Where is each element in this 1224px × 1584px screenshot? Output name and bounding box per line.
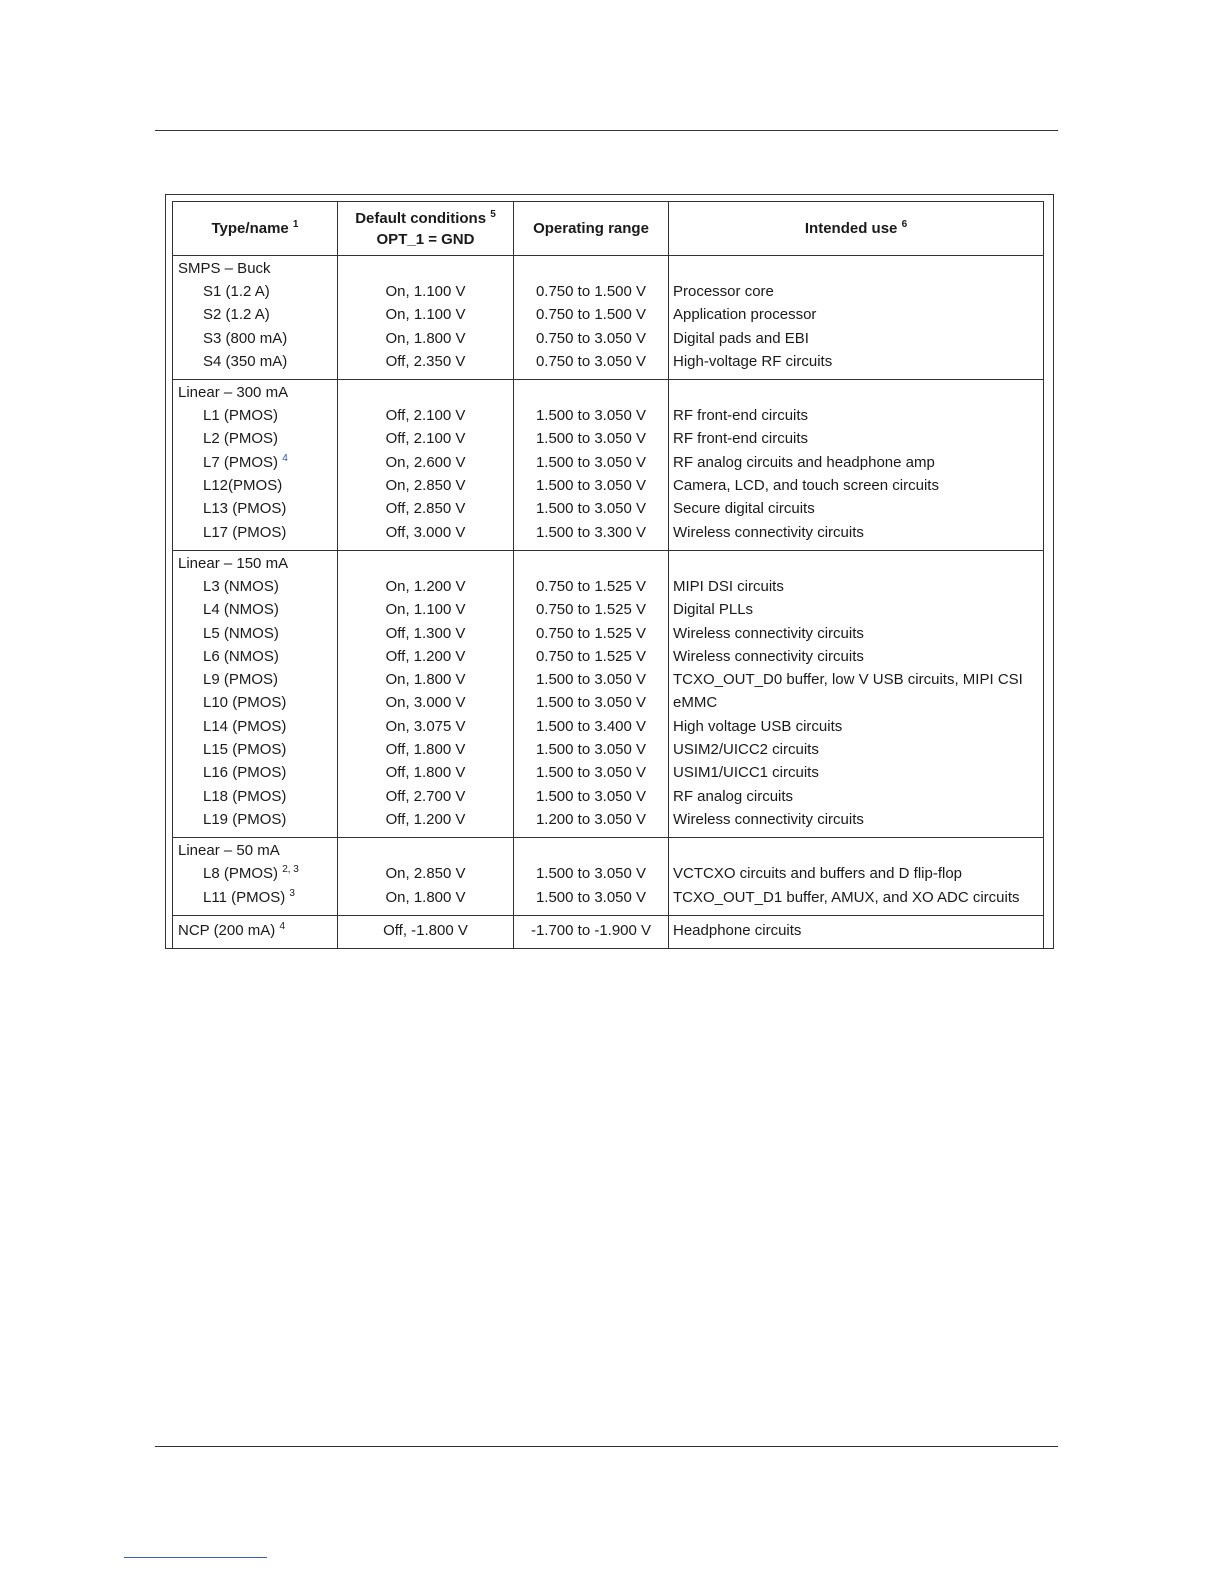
- intended-use: Secure digital circuits: [673, 500, 815, 518]
- operating-range: 0.750 to 1.500 V: [535, 283, 647, 300]
- default-condition: Off, 1.200 V: [385, 647, 466, 665]
- default-condition: Off, 2.700 V: [385, 787, 466, 805]
- regulator-name: L13 (PMOS): [203, 500, 287, 518]
- regulator-name: L11 (PMOS) $^3$: [203, 887, 295, 906]
- operating-range: 1.500 to 3.400 V: [535, 717, 647, 735]
- group-default-cell: [338, 838, 514, 916]
- regulator-name: S3 (800 mA): [203, 329, 288, 347]
- col-header-type-name: Type/name $^1$: [173, 202, 338, 256]
- group-use-cell: [669, 838, 1044, 916]
- regulator-name: L14 (PMOS): [203, 717, 287, 735]
- regulator-name: L19 (PMOS): [203, 810, 287, 828]
- intended-use: Wireless connectivity circuits: [673, 647, 864, 665]
- regulator-name: S1 (1.2 A): [203, 283, 270, 300]
- table-group-row: [173, 256, 1044, 380]
- operating-range: 1.500 to 3.050 V: [535, 865, 647, 883]
- operating-range: 1.500 to 3.050 V: [535, 453, 647, 471]
- default-condition: On, 1.800 V: [385, 671, 466, 689]
- intended-use: Headphone circuits: [673, 921, 802, 939]
- regulator-name: L3 (NMOS): [203, 577, 279, 595]
- group-title: Linear – 50 mA: [178, 842, 280, 860]
- intended-use: High voltage USB circuits: [673, 717, 843, 735]
- group-range-cell: [514, 838, 669, 916]
- default-condition: On, 2.850 V: [385, 477, 466, 495]
- operating-range: 0.750 to 3.050 V: [535, 352, 647, 370]
- operating-range: 1.500 to 3.050 V: [535, 407, 647, 425]
- default-condition: Off, 2.100 V: [385, 407, 466, 425]
- ncp-cell: [173, 915, 338, 948]
- operating-range: 0.750 to 1.525 V: [535, 577, 647, 595]
- footnote-ref: 3: [289, 887, 295, 899]
- operating-range: 1.500 to 3.050 V: [535, 500, 647, 518]
- operating-range: 0.750 to 1.525 V: [535, 624, 647, 642]
- table-group-row: [173, 838, 1044, 916]
- ncp-cell: [338, 915, 514, 948]
- col-header-default-conditions: Default conditions $^5$ OPT_1 = GND: [338, 202, 514, 256]
- intended-use: eMMC: [673, 694, 718, 712]
- regulator-name: L5 (NMOS): [203, 624, 279, 642]
- group-range-cell: [514, 256, 669, 380]
- intended-use: Wireless connectivity circuits: [673, 624, 864, 642]
- intended-use: Application processor: [673, 306, 817, 324]
- default-condition: Off, 2.100 V: [385, 430, 466, 448]
- regulator-name: L2 (PMOS): [203, 430, 279, 448]
- group-default-cell: [338, 550, 514, 837]
- regulator-name: S2 (1.2 A): [203, 306, 270, 324]
- footer-rule: [155, 1446, 1058, 1447]
- header-rule: [155, 130, 1058, 131]
- operating-range: 1.500 to 3.050 V: [535, 787, 647, 805]
- default-condition: On, 1.100 V: [385, 283, 466, 300]
- table-header-row: [173, 202, 1044, 256]
- intended-use: RF front-end circuits: [673, 407, 809, 425]
- default-condition: Off, 3.000 V: [385, 523, 466, 541]
- intended-use: USIM1/UICC1 circuits: [673, 764, 819, 782]
- operating-range: -1.700 to -1.900 V: [530, 921, 652, 939]
- operating-range: 0.750 to 1.525 V: [535, 601, 647, 619]
- regulator-name: L15 (PMOS): [203, 741, 287, 759]
- group-use-cell: [669, 256, 1044, 380]
- default-condition: On, 1.100 V: [385, 306, 466, 324]
- regulator-name: L6 (NMOS): [203, 647, 279, 665]
- operating-range: 1.500 to 3.050 V: [535, 671, 647, 689]
- regulator-name: NCP (200 mA) $^4$: [178, 920, 285, 939]
- group-type-cell: [173, 838, 338, 916]
- intended-use: TCXO_OUT_D1 buffer, AMUX, and XO ADC circuits: [673, 888, 1020, 906]
- default-condition: On, 2.850 V: [385, 865, 466, 883]
- intended-use: Camera, LCD, and touch screen circuits: [673, 477, 939, 495]
- intended-use: MIPI DSI circuits: [673, 577, 784, 595]
- group-title: SMPS – Buck: [178, 260, 271, 277]
- table-row-ncp: [173, 915, 1044, 948]
- intended-use: Wireless connectivity circuits: [673, 523, 864, 541]
- intended-use: Wireless connectivity circuits: [673, 810, 864, 828]
- operating-range: 1.500 to 3.050 V: [535, 694, 647, 712]
- regulator-name: L17 (PMOS): [203, 523, 287, 541]
- group-use-cell: [669, 380, 1044, 551]
- default-condition: On, 3.000 V: [385, 694, 466, 712]
- regulator-name: L10 (PMOS): [203, 694, 287, 712]
- intended-use: Processor core: [673, 283, 774, 300]
- footer-link-underline: [124, 1557, 267, 1558]
- operating-range: 1.200 to 3.050 V: [535, 810, 647, 828]
- default-condition: On, 1.800 V: [385, 888, 466, 906]
- default-condition: Off, 1.200 V: [385, 810, 466, 828]
- col-header-intended-use: Intended use $^6$: [669, 202, 1044, 256]
- operating-range: 0.750 to 1.525 V: [535, 647, 647, 665]
- default-condition: Off, 1.300 V: [385, 624, 466, 642]
- intended-use: TCXO_OUT_D0 buffer, low V USB circuits, MIPI CSI: [673, 671, 1023, 689]
- group-type-cell: [173, 550, 338, 837]
- default-condition: Off, 1.800 V: [385, 741, 466, 759]
- group-use-cell: [669, 550, 1044, 837]
- ncp-cell: [669, 915, 1044, 948]
- operating-range: 1.500 to 3.300 V: [535, 523, 647, 541]
- regulator-name: L1 (PMOS): [203, 407, 279, 425]
- regulator-name: L16 (PMOS): [203, 764, 287, 782]
- group-type-cell: [173, 380, 338, 551]
- regulator-name: L7 (PMOS) $^4$: [203, 452, 288, 471]
- group-title: Linear – 150 mA: [178, 554, 289, 572]
- footnote-ref: 4: [279, 920, 285, 932]
- col-header-operating-range: Operating range: [514, 202, 669, 256]
- ncp-cell: [514, 915, 669, 948]
- group-default-cell: [338, 380, 514, 551]
- default-condition: Off, 2.850 V: [385, 500, 466, 518]
- default-condition: On, 1.200 V: [385, 577, 466, 595]
- regulator-name: L9 (PMOS): [203, 671, 279, 689]
- operating-range: 1.500 to 3.050 V: [535, 477, 647, 495]
- default-condition: On, 1.100 V: [385, 601, 466, 619]
- default-condition: Off, 1.800 V: [385, 764, 466, 782]
- operating-range: 1.500 to 3.050 V: [535, 888, 647, 906]
- regulator-name: L12(PMOS): [203, 477, 283, 495]
- regulator-table: [172, 201, 1044, 949]
- group-range-cell: [514, 550, 669, 837]
- intended-use: Digital PLLs: [673, 601, 754, 619]
- operating-range: 1.500 to 3.050 V: [535, 430, 647, 448]
- group-title: Linear – 300 mA: [178, 384, 289, 402]
- regulator-name: L18 (PMOS): [203, 787, 287, 805]
- regulator-name: S4 (350 mA): [203, 352, 288, 370]
- default-condition: On, 2.600 V: [385, 453, 466, 471]
- default-condition: On, 1.800 V: [385, 329, 466, 347]
- regulator-name: L8 (PMOS) $^{2, 3}$: [203, 864, 299, 883]
- default-condition: Off, -1.800 V: [383, 921, 468, 939]
- intended-use: High-voltage RF circuits: [673, 352, 833, 370]
- group-type-cell: [173, 256, 338, 380]
- table-group-row: [173, 380, 1044, 551]
- table-group-row: [173, 550, 1044, 837]
- footnote-ref: 2, 3: [282, 864, 299, 876]
- intended-use: VCTCXO circuits and buffers and D flip-flop: [673, 865, 963, 883]
- operating-range: 1.500 to 3.050 V: [535, 764, 647, 782]
- operating-range: 0.750 to 1.500 V: [535, 306, 647, 324]
- operating-range: 1.500 to 3.050 V: [535, 741, 647, 759]
- default-condition: On, 3.075 V: [385, 717, 466, 735]
- intended-use: USIM2/UICC2 circuits: [673, 741, 819, 759]
- group-range-cell: [514, 380, 669, 551]
- intended-use: RF front-end circuits: [673, 430, 809, 448]
- regulator-name: L4 (NMOS): [203, 601, 279, 619]
- footnote-ref: 4: [282, 452, 288, 464]
- group-default-cell: [338, 256, 514, 380]
- intended-use: Digital pads and EBI: [673, 329, 809, 347]
- operating-range: 0.750 to 3.050 V: [535, 329, 647, 347]
- intended-use: RF analog circuits and headphone amp: [673, 453, 935, 471]
- intended-use: RF analog circuits: [673, 787, 794, 805]
- default-condition: Off, 2.350 V: [385, 352, 466, 370]
